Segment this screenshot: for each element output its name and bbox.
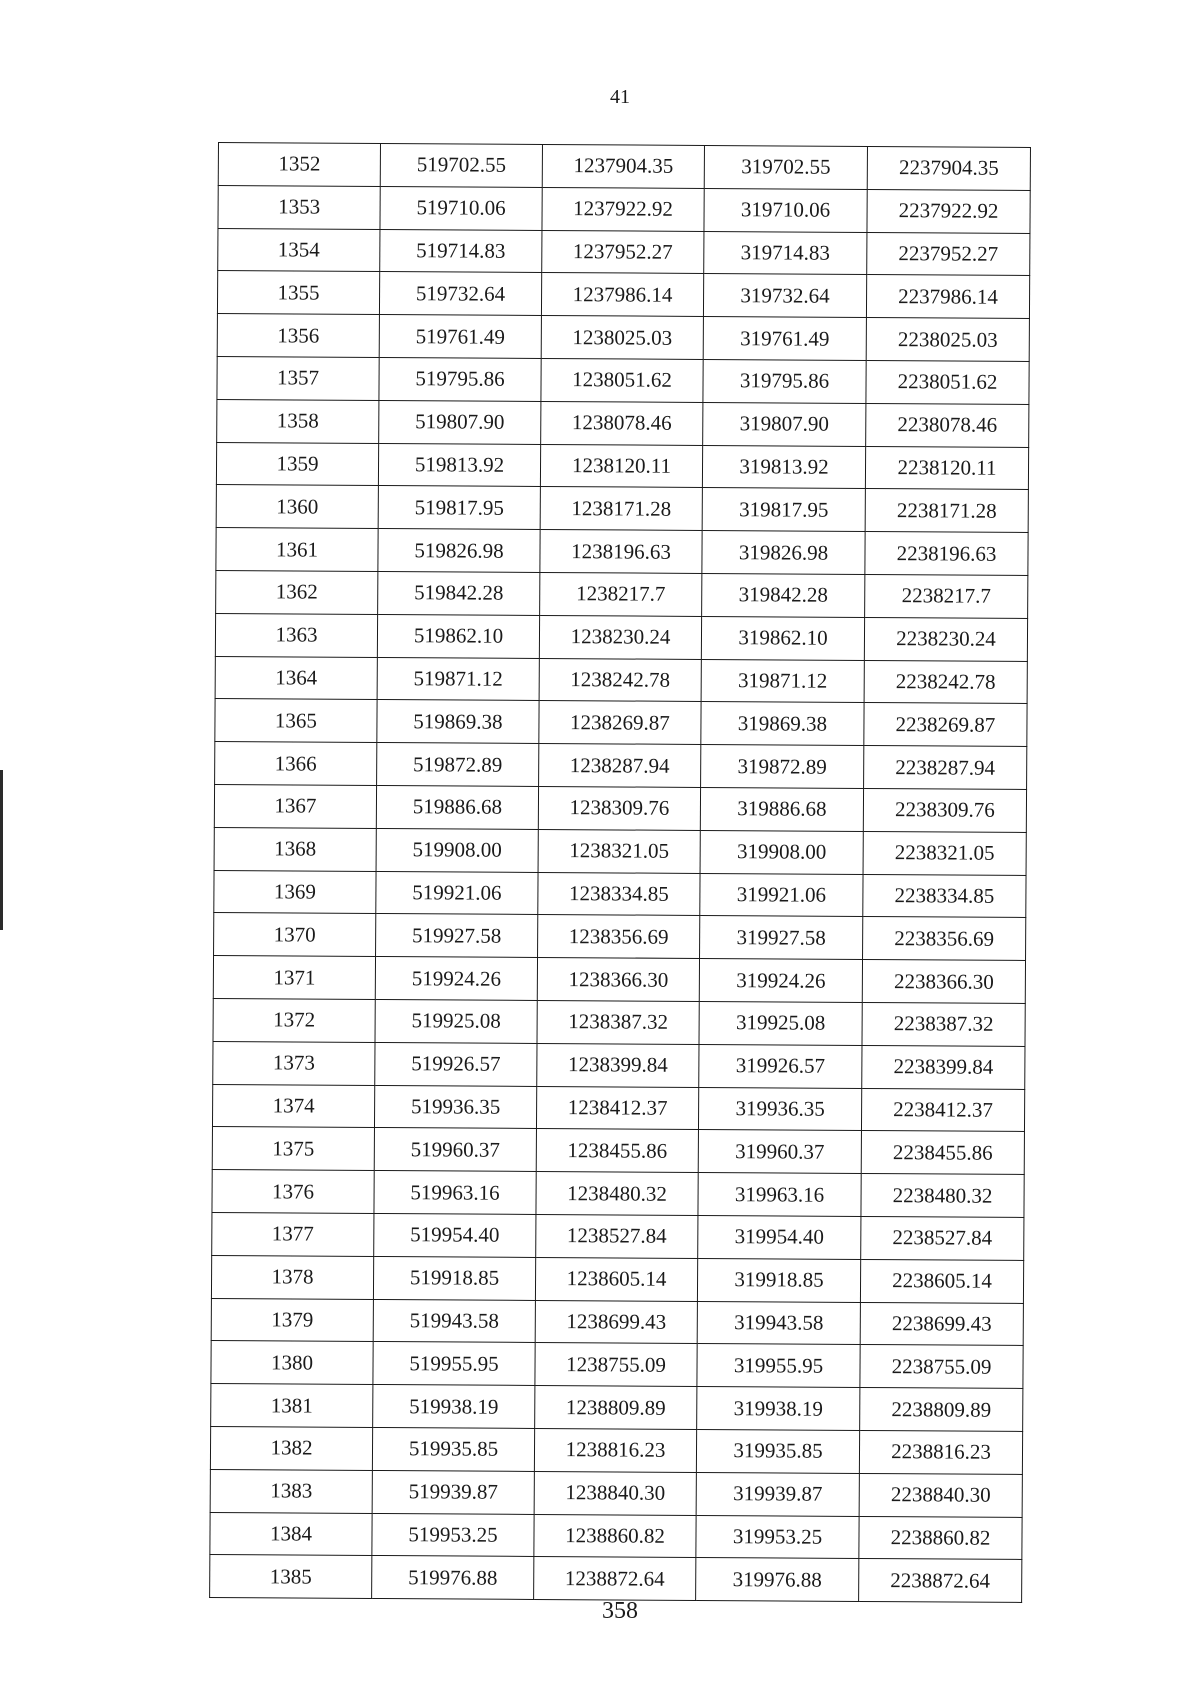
y-coordinate-cell: 1238605.14 xyxy=(535,1257,697,1301)
table-row xyxy=(212,1084,1024,1132)
x-coordinate-alt-cell: 319935.85 xyxy=(696,1429,859,1473)
x-coordinate-cell: 519938.19 xyxy=(373,1385,535,1429)
y-coordinate-cell: 1238120.11 xyxy=(540,444,702,488)
table-row xyxy=(210,1469,1022,1517)
y-coordinate-alt-cell: 2238269.87 xyxy=(864,703,1027,747)
point-id-cell: 1373 xyxy=(213,1041,375,1085)
point-id-cell: 1354 xyxy=(218,228,380,272)
y-coordinate-alt-cell: 2237922.92 xyxy=(867,189,1030,233)
x-coordinate-cell: 519710.06 xyxy=(380,186,542,230)
point-id-cell: 1357 xyxy=(217,356,379,400)
y-coordinate-cell: 1238366.30 xyxy=(537,958,699,1002)
table-row xyxy=(216,528,1028,576)
y-coordinate-cell: 1238078.46 xyxy=(541,401,703,445)
table-row xyxy=(217,399,1029,447)
x-coordinate-cell: 519732.64 xyxy=(379,272,541,316)
y-coordinate-cell: 1237986.14 xyxy=(541,273,703,317)
y-coordinate-alt-cell: 2238755.09 xyxy=(860,1345,1023,1389)
x-coordinate-cell: 519960.37 xyxy=(374,1128,536,1172)
y-coordinate-cell: 1238809.89 xyxy=(535,1386,697,1430)
y-coordinate-alt-cell: 2238171.28 xyxy=(865,489,1028,533)
y-coordinate-alt-cell: 2238816.23 xyxy=(859,1430,1022,1474)
x-coordinate-cell: 519817.95 xyxy=(378,486,540,530)
x-coordinate-cell: 519943.58 xyxy=(373,1299,535,1343)
y-coordinate-alt-cell: 2238809.89 xyxy=(860,1388,1023,1432)
y-coordinate-alt-cell: 2238309.76 xyxy=(863,788,1026,832)
y-coordinate-alt-cell: 2238527.84 xyxy=(861,1216,1024,1260)
point-id-cell: 1362 xyxy=(216,570,378,614)
y-coordinate-alt-cell: 2237904.35 xyxy=(867,146,1030,190)
x-coordinate-cell: 519826.98 xyxy=(378,529,540,573)
y-coordinate-alt-cell: 2238366.30 xyxy=(862,960,1025,1004)
x-coordinate-alt-cell: 319943.58 xyxy=(697,1301,860,1345)
x-coordinate-cell: 519936.35 xyxy=(374,1085,536,1129)
point-id-cell: 1371 xyxy=(213,956,375,1000)
x-coordinate-cell: 519921.06 xyxy=(376,871,538,915)
x-coordinate-alt-cell: 319953.25 xyxy=(696,1515,859,1559)
x-coordinate-cell: 519714.83 xyxy=(380,229,542,273)
y-coordinate-cell: 1238051.62 xyxy=(541,358,703,402)
x-coordinate-alt-cell: 319826.98 xyxy=(702,531,865,575)
table-row xyxy=(213,1041,1025,1089)
point-id-cell: 1377 xyxy=(212,1212,374,1256)
x-coordinate-cell: 519871.12 xyxy=(377,657,539,701)
x-coordinate-cell: 519924.26 xyxy=(375,957,537,1001)
x-coordinate-cell: 519963.16 xyxy=(374,1171,536,1215)
y-coordinate-cell: 1238872.64 xyxy=(534,1557,696,1601)
table-row xyxy=(214,784,1026,832)
y-coordinate-alt-cell: 2238412.37 xyxy=(861,1088,1024,1132)
table-row xyxy=(210,1512,1022,1560)
y-coordinate-cell: 1238025.03 xyxy=(541,316,703,360)
x-coordinate-alt-cell: 319732.64 xyxy=(703,274,866,318)
table-row xyxy=(212,1212,1024,1260)
y-coordinate-alt-cell: 2238872.64 xyxy=(859,1559,1022,1603)
x-coordinate-alt-cell: 319939.87 xyxy=(696,1472,859,1516)
y-coordinate-alt-cell: 2238860.82 xyxy=(859,1516,1022,1560)
x-coordinate-cell: 519953.25 xyxy=(372,1513,534,1557)
y-coordinate-alt-cell: 2237952.27 xyxy=(867,232,1030,276)
x-coordinate-cell: 519761.49 xyxy=(379,315,541,359)
y-coordinate-alt-cell: 2238699.43 xyxy=(860,1302,1023,1346)
x-coordinate-cell: 519795.86 xyxy=(379,357,541,401)
x-coordinate-alt-cell: 319714.83 xyxy=(704,231,867,275)
x-coordinate-alt-cell: 319817.95 xyxy=(702,488,865,532)
y-coordinate-alt-cell: 2238120.11 xyxy=(865,446,1028,490)
x-coordinate-alt-cell: 319926.57 xyxy=(699,1044,862,1088)
y-coordinate-cell: 1238860.82 xyxy=(534,1514,696,1558)
y-coordinate-cell: 1238387.32 xyxy=(537,1000,699,1044)
y-coordinate-alt-cell: 2238480.32 xyxy=(861,1174,1024,1218)
x-coordinate-alt-cell: 319702.55 xyxy=(704,145,867,189)
x-coordinate-alt-cell: 319710.06 xyxy=(704,188,867,232)
x-coordinate-alt-cell: 319871.12 xyxy=(701,659,864,703)
point-id-cell: 1383 xyxy=(210,1469,372,1513)
y-coordinate-cell: 1238309.76 xyxy=(538,786,700,830)
y-coordinate-cell: 1238840.30 xyxy=(534,1471,696,1515)
point-id-cell: 1384 xyxy=(210,1512,372,1556)
table-row xyxy=(215,613,1027,661)
table-row xyxy=(217,314,1029,362)
table-row xyxy=(214,870,1026,918)
y-coordinate-alt-cell: 2238605.14 xyxy=(860,1259,1023,1303)
table-row xyxy=(215,699,1027,747)
y-coordinate-cell: 1238217.7 xyxy=(540,572,702,616)
y-coordinate-cell: 1238269.87 xyxy=(539,701,701,745)
x-coordinate-alt-cell: 319960.37 xyxy=(698,1130,861,1174)
point-id-cell: 1378 xyxy=(211,1255,373,1299)
y-coordinate-alt-cell: 2238196.63 xyxy=(865,532,1028,576)
x-coordinate-cell: 519925.08 xyxy=(375,999,537,1043)
point-id-cell: 1372 xyxy=(213,998,375,1042)
point-id-cell: 1364 xyxy=(215,656,377,700)
coordinate-table xyxy=(209,142,1031,1603)
table-row xyxy=(215,656,1027,704)
point-id-cell: 1375 xyxy=(212,1127,374,1171)
x-coordinate-alt-cell: 319938.19 xyxy=(697,1387,860,1431)
table-row xyxy=(217,271,1029,319)
point-id-cell: 1352 xyxy=(218,143,380,187)
y-coordinate-alt-cell: 2238078.46 xyxy=(866,403,1029,447)
table-row xyxy=(211,1255,1023,1303)
y-coordinate-cell: 1238287.94 xyxy=(539,744,701,788)
x-coordinate-alt-cell: 319955.95 xyxy=(697,1344,860,1388)
point-id-cell: 1380 xyxy=(211,1341,373,1385)
x-coordinate-alt-cell: 319795.86 xyxy=(703,359,866,403)
point-id-cell: 1382 xyxy=(210,1426,372,1470)
point-id-cell: 1385 xyxy=(210,1555,372,1599)
table-row xyxy=(212,1170,1024,1218)
x-coordinate-alt-cell: 319761.49 xyxy=(703,317,866,361)
x-coordinate-cell: 519886.68 xyxy=(376,785,538,829)
y-coordinate-cell: 1238356.69 xyxy=(538,915,700,959)
y-coordinate-cell: 1238171.28 xyxy=(540,487,702,531)
x-coordinate-cell: 519939.87 xyxy=(372,1470,534,1514)
y-coordinate-cell: 1238399.84 xyxy=(537,1043,699,1087)
point-id-cell: 1374 xyxy=(212,1084,374,1128)
table-row xyxy=(217,356,1029,404)
x-coordinate-alt-cell: 319924.26 xyxy=(699,959,862,1003)
x-coordinate-alt-cell: 319918.85 xyxy=(697,1258,860,1302)
y-coordinate-cell: 1238196.63 xyxy=(540,530,702,574)
x-coordinate-cell: 519926.57 xyxy=(375,1042,537,1086)
y-coordinate-alt-cell: 2238025.03 xyxy=(866,318,1029,362)
point-id-cell: 1368 xyxy=(214,827,376,871)
y-coordinate-alt-cell: 2238356.69 xyxy=(863,917,1026,961)
x-coordinate-alt-cell: 319872.89 xyxy=(701,745,864,789)
x-coordinate-alt-cell: 319886.68 xyxy=(700,787,863,831)
table-row xyxy=(211,1384,1023,1432)
table-row xyxy=(215,742,1027,790)
x-coordinate-alt-cell: 319842.28 xyxy=(702,573,865,617)
x-coordinate-cell: 519872.89 xyxy=(377,743,539,787)
y-coordinate-alt-cell: 2238230.24 xyxy=(864,617,1027,661)
y-coordinate-alt-cell: 2237986.14 xyxy=(866,275,1029,319)
y-coordinate-alt-cell: 2238387.32 xyxy=(862,1002,1025,1046)
x-coordinate-cell: 519976.88 xyxy=(372,1556,534,1600)
x-coordinate-cell: 519702.55 xyxy=(380,143,542,187)
x-coordinate-alt-cell: 319813.92 xyxy=(702,445,865,489)
point-id-cell: 1359 xyxy=(216,442,378,486)
point-id-cell: 1370 xyxy=(214,913,376,957)
table-row xyxy=(213,998,1025,1046)
table-row xyxy=(218,185,1030,233)
x-coordinate-cell: 519869.38 xyxy=(377,700,539,744)
y-coordinate-cell: 1237922.92 xyxy=(542,187,704,231)
y-coordinate-alt-cell: 2238840.30 xyxy=(859,1473,1022,1517)
y-coordinate-alt-cell: 2238051.62 xyxy=(866,360,1029,404)
table-row xyxy=(212,1127,1024,1175)
y-coordinate-alt-cell: 2238455.86 xyxy=(861,1131,1024,1175)
y-coordinate-cell: 1238321.05 xyxy=(538,829,700,873)
x-coordinate-cell: 519954.40 xyxy=(374,1213,536,1257)
y-coordinate-cell: 1237952.27 xyxy=(542,230,704,274)
table-row xyxy=(211,1341,1023,1389)
point-id-cell: 1381 xyxy=(211,1384,373,1428)
y-coordinate-cell: 1238527.84 xyxy=(536,1214,698,1258)
x-coordinate-alt-cell: 319954.40 xyxy=(698,1215,861,1259)
point-id-cell: 1353 xyxy=(218,185,380,229)
point-id-cell: 1358 xyxy=(217,399,379,443)
point-id-cell: 1360 xyxy=(216,485,378,529)
point-id-cell: 1366 xyxy=(215,742,377,786)
x-coordinate-alt-cell: 319925.08 xyxy=(699,1001,862,1045)
y-coordinate-cell: 1237904.35 xyxy=(542,144,704,188)
x-coordinate-cell: 519918.85 xyxy=(373,1256,535,1300)
x-coordinate-cell: 519807.90 xyxy=(379,400,541,444)
y-coordinate-cell: 1238230.24 xyxy=(539,615,701,659)
point-id-cell: 1363 xyxy=(215,613,377,657)
table-row xyxy=(214,913,1026,961)
table-row xyxy=(210,1555,1022,1603)
x-coordinate-alt-cell: 319936.35 xyxy=(698,1087,861,1131)
y-coordinate-alt-cell: 2238287.94 xyxy=(864,746,1027,790)
y-coordinate-cell: 1238816.23 xyxy=(534,1428,696,1472)
x-coordinate-cell: 519908.00 xyxy=(376,828,538,872)
x-coordinate-alt-cell: 319807.90 xyxy=(703,402,866,446)
point-id-cell: 1376 xyxy=(212,1170,374,1214)
y-coordinate-cell: 1238334.85 xyxy=(538,872,700,916)
page-number-bottom: 358 xyxy=(602,1598,638,1624)
table-row xyxy=(210,1426,1022,1474)
scan-margin-mark xyxy=(0,770,3,930)
x-coordinate-alt-cell: 319963.16 xyxy=(698,1173,861,1217)
point-id-cell: 1379 xyxy=(211,1298,373,1342)
x-coordinate-cell: 519842.28 xyxy=(378,571,540,615)
point-id-cell: 1369 xyxy=(214,870,376,914)
point-id-cell: 1367 xyxy=(214,784,376,828)
x-coordinate-cell: 519813.92 xyxy=(378,443,540,487)
table-row xyxy=(211,1298,1023,1346)
x-coordinate-cell: 519862.10 xyxy=(377,614,539,658)
x-coordinate-cell: 519927.58 xyxy=(376,914,538,958)
x-coordinate-cell: 519955.95 xyxy=(373,1342,535,1386)
x-coordinate-alt-cell: 319908.00 xyxy=(700,830,863,874)
y-coordinate-cell: 1238699.43 xyxy=(535,1300,697,1344)
table-row xyxy=(216,570,1028,618)
y-coordinate-cell: 1238455.86 xyxy=(536,1129,698,1173)
y-coordinate-cell: 1238242.78 xyxy=(539,658,701,702)
x-coordinate-alt-cell: 319927.58 xyxy=(700,916,863,960)
table-row xyxy=(216,485,1028,533)
x-coordinate-alt-cell: 319976.88 xyxy=(696,1558,859,1602)
y-coordinate-alt-cell: 2238334.85 xyxy=(863,874,1026,918)
y-coordinate-alt-cell: 2238399.84 xyxy=(862,1045,1025,1089)
coordinate-table-body xyxy=(210,143,1031,1603)
x-coordinate-alt-cell: 319869.38 xyxy=(701,702,864,746)
point-id-cell: 1355 xyxy=(217,271,379,315)
x-coordinate-cell: 519935.85 xyxy=(372,1427,534,1471)
table-row xyxy=(218,228,1030,276)
point-id-cell: 1365 xyxy=(215,699,377,743)
table-row xyxy=(213,956,1025,1004)
table-row xyxy=(218,143,1030,191)
point-id-cell: 1361 xyxy=(216,528,378,572)
y-coordinate-alt-cell: 2238217.7 xyxy=(865,574,1028,618)
y-coordinate-cell: 1238755.09 xyxy=(535,1343,697,1387)
y-coordinate-cell: 1238480.32 xyxy=(536,1172,698,1216)
y-coordinate-cell: 1238412.37 xyxy=(536,1086,698,1130)
x-coordinate-alt-cell: 319921.06 xyxy=(700,873,863,917)
y-coordinate-alt-cell: 2238242.78 xyxy=(864,660,1027,704)
table-row xyxy=(214,827,1026,875)
point-id-cell: 1356 xyxy=(217,314,379,358)
table-row xyxy=(216,442,1028,490)
x-coordinate-alt-cell: 319862.10 xyxy=(701,616,864,660)
y-coordinate-alt-cell: 2238321.05 xyxy=(863,831,1026,875)
page-label-top: 41 xyxy=(610,86,630,108)
